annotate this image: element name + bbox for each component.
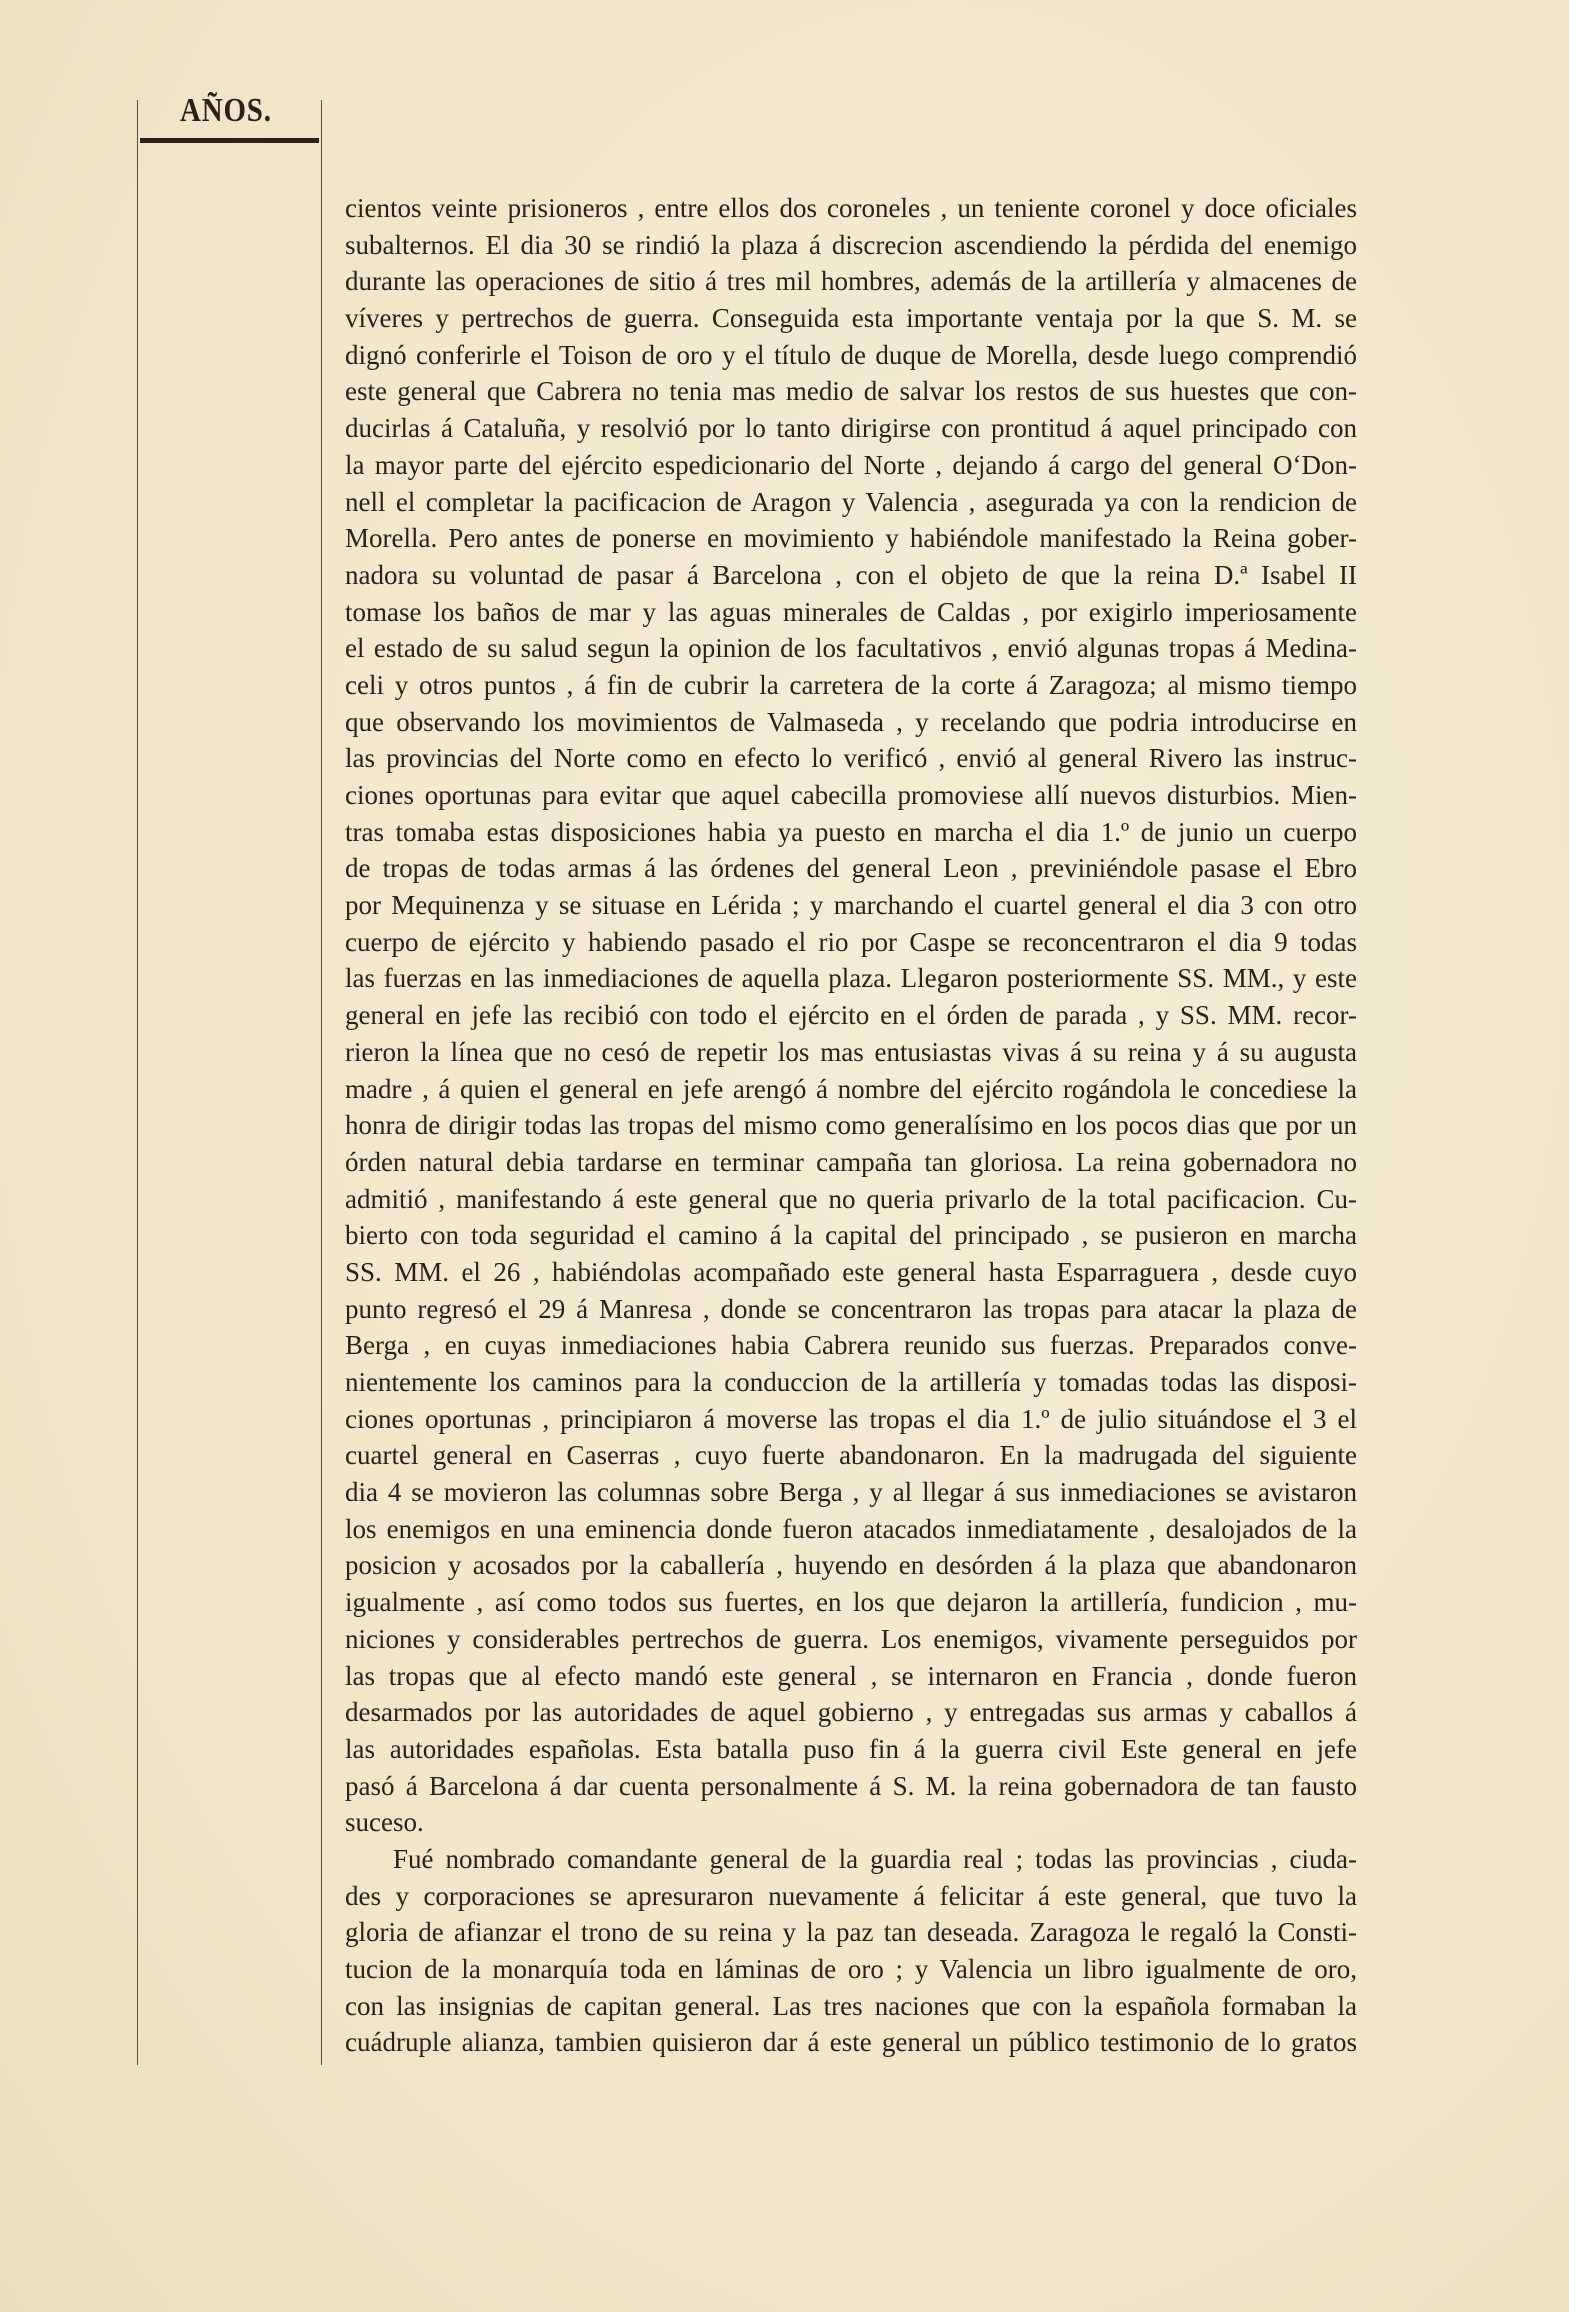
text-line: cuádruple alianza, tambien quisieron dar á este general un público testimonio de lo gratos	[345, 2027, 1357, 2058]
text-line: tomase los baños de mar y las aguas minerales de Caldas , por exigirlo imperiosamente	[345, 596, 1357, 627]
text-line: gloria de afianzar el trono de su reina y la paz tan deseada. Zaragoza le regaló la Consti-	[345, 1917, 1357, 1948]
text-line: nientemente los caminos para la conduccion de la artillería y tomadas todas las disposi-	[345, 1367, 1357, 1397]
text-line: honra de dirigir todas las tropas del mismo como generalísimo en los pocos dias que por un	[345, 1110, 1357, 1141]
text-line: Berga , en cuyas inmediaciones habia Cabrera reunido sus fuerzas. Preparados conve-	[345, 1330, 1357, 1361]
text-line: admitió , manifestando á este general que no queria privarlo de la total pacificacion. Cu-	[345, 1183, 1357, 1214]
text-line: tucion de la monarquía toda en láminas de oro ; y Valencia un libro igualmente de oro,	[345, 1954, 1357, 1984]
text-line: madre , á quien el general en jefe arengó á nombre del ejército rogándola le concediese la	[345, 1073, 1357, 1104]
text-line: víveres y pertrechos de guerra. Conseguida esta importante ventaja por la que S. M. se	[345, 303, 1357, 334]
text-line: nadora su voluntad de pasar á Barcelona , con el objeto de que la reina D.ª Isabel II	[345, 559, 1357, 590]
text-line: desarmados por las autoridades de aquel gobierno , y entregadas sus armas y caballos á	[345, 1697, 1357, 1728]
text-line: órden natural debia tardarse en terminar campaña tan gloriosa. La reina gobernadora no	[345, 1146, 1357, 1177]
text-line: cuartel general en Caserras , cuyo fuerte abandonaron. En la madrugada del siguiente	[345, 1440, 1357, 1471]
text-line: que observando los movimientos de Valmaseda , y recelando que podria introducirse en	[345, 706, 1357, 737]
text-line: los enemigos en una eminencia donde fueron atacados inmediatamente , desalojados de la	[345, 1513, 1357, 1544]
text-line: igualmente , así como todos sus fuertes, en los que dejaron la artillería, fundicion , mu-	[345, 1587, 1357, 1618]
text-line: celi y otros puntos , á fin de cubrir la carretera de la corte á Zaragoza; al mismo tiempo	[345, 669, 1357, 700]
text-line: des y corporaciones se apresuraron nuevamente á felicitar á este general, que tuvo la	[345, 1880, 1357, 1911]
text-line: niciones y considerables pertrechos de guerra. Los enemigos, vivamente perseguidos por	[345, 1623, 1357, 1654]
text-line: punto regresó el 29 á Manresa , donde se concentraron las tropas para atacar la plaza de	[345, 1293, 1357, 1324]
text-line: por Mequinenza y se situase en Lérida ; y marchando el cuartel general el dia 3 con otro	[345, 890, 1357, 921]
text-line: pasó á Barcelona á dar cuenta personalmente á S. M. la reina gobernadora de tan fausto	[345, 1770, 1357, 1801]
text-line: las tropas que al efecto mandó este general , se internaron en Francia , donde fueron	[345, 1660, 1357, 1691]
text-line: el estado de su salud segun la opinion de los facultativos , envió algunas tropas á Medina-	[345, 633, 1357, 664]
text-line: con las insignias de capitan general. Las tres naciones que con la española formaban la	[345, 1990, 1357, 2021]
body-text	[345, 190, 1357, 2061]
text-line: nell el completar la pacificacion de Aragon y Valencia , asegurada ya con la rendicion de	[345, 486, 1357, 517]
heading-rule	[140, 138, 319, 143]
text-line: las autoridades españolas. Esta batalla puso fin á la guerra civil Este general en jefe	[345, 1733, 1357, 1764]
text-line: tras tomaba estas disposiciones habia ya puesto en marcha el dia 1.º de junio un cuerpo	[345, 816, 1357, 847]
years-heading: AÑOS.	[180, 92, 272, 129]
text-line: subalternos. El dia 30 se rindió la plaza á discrecion ascendiendo la pérdida del enemigo	[345, 229, 1357, 260]
text-line: durante las operaciones de sitio á tres mil hombres, además de la artillería y almacenes de	[345, 266, 1357, 297]
text-line: ciones oportunas para evitar que aquel cabecilla promoviese allí nuevos disturbios. Mien-	[345, 780, 1357, 810]
text-line: dia 4 se movieron las columnas sobre Berga , y al llegar á sus inmediaciones se avistaron	[345, 1477, 1357, 1508]
text-line: ciones oportunas , principiaron á moverse las tropas el dia 1.º de julio situándose el 3 el	[345, 1403, 1357, 1434]
text-line: de tropas de todas armas á las órdenes del general Leon , previniéndole pasase el Ebro	[345, 853, 1357, 884]
years-margin-column	[137, 100, 322, 2065]
text-line: ducirlas á Cataluña, y resolvió por lo tanto dirigirse con prontitud á aquel principado con	[345, 413, 1357, 444]
text-line: general en jefe las recibió con todo el ejército en el órden de parada , y SS. MM. recor-	[345, 1000, 1357, 1031]
text-line: rieron la línea que no cesó de repetir los mas entusiastas vivas á su reina y á su augusta	[345, 1036, 1357, 1067]
text-line: posicion y acosados por la caballería , huyendo en desórden á la plaza que abandonaron	[345, 1550, 1357, 1581]
text-line: cuerpo de ejército y habiendo pasado el rio por Caspe se reconcentraron el dia 9 todas	[345, 926, 1357, 957]
text-line: este general que Cabrera no tenia mas medio de salvar los restos de sus huestes que con-	[345, 376, 1357, 407]
text-line: las provincias del Norte como en efecto lo verificó , envió al general Rivero las instruc-	[345, 743, 1357, 774]
text-line: suceso.	[345, 1807, 424, 1838]
text-line: las fuerzas en las inmediaciones de aquella plaza. Llegaron posteriormente SS. MM., y este	[345, 963, 1357, 994]
text-line: Morella. Pero antes de ponerse en movimiento y habiéndole manifestado la Reina gober-	[345, 523, 1357, 554]
text-line: SS. MM. el 26 , habiéndolas acompañado este general hasta Esparraguera , desde cuyo	[345, 1256, 1357, 1287]
text-line: dignó conferirle el Toison de oro y el título de duque de Morella, desde luego comprendió	[345, 339, 1357, 370]
text-line: bierto con toda seguridad el camino á la capital del principado , se pusieron en marcha	[345, 1220, 1357, 1251]
text-line: la mayor parte del ejército espedicionario del Norte , dejando á cargo del general O‘Don-	[345, 449, 1357, 480]
text-line: cientos veinte prisioneros , entre ellos dos coroneles , un teniente coronel y doce oficiales	[345, 193, 1357, 223]
text-line: Fué nombrado comandante general de la guardia real ; todas las provincias , ciuda-	[393, 1843, 1357, 1874]
